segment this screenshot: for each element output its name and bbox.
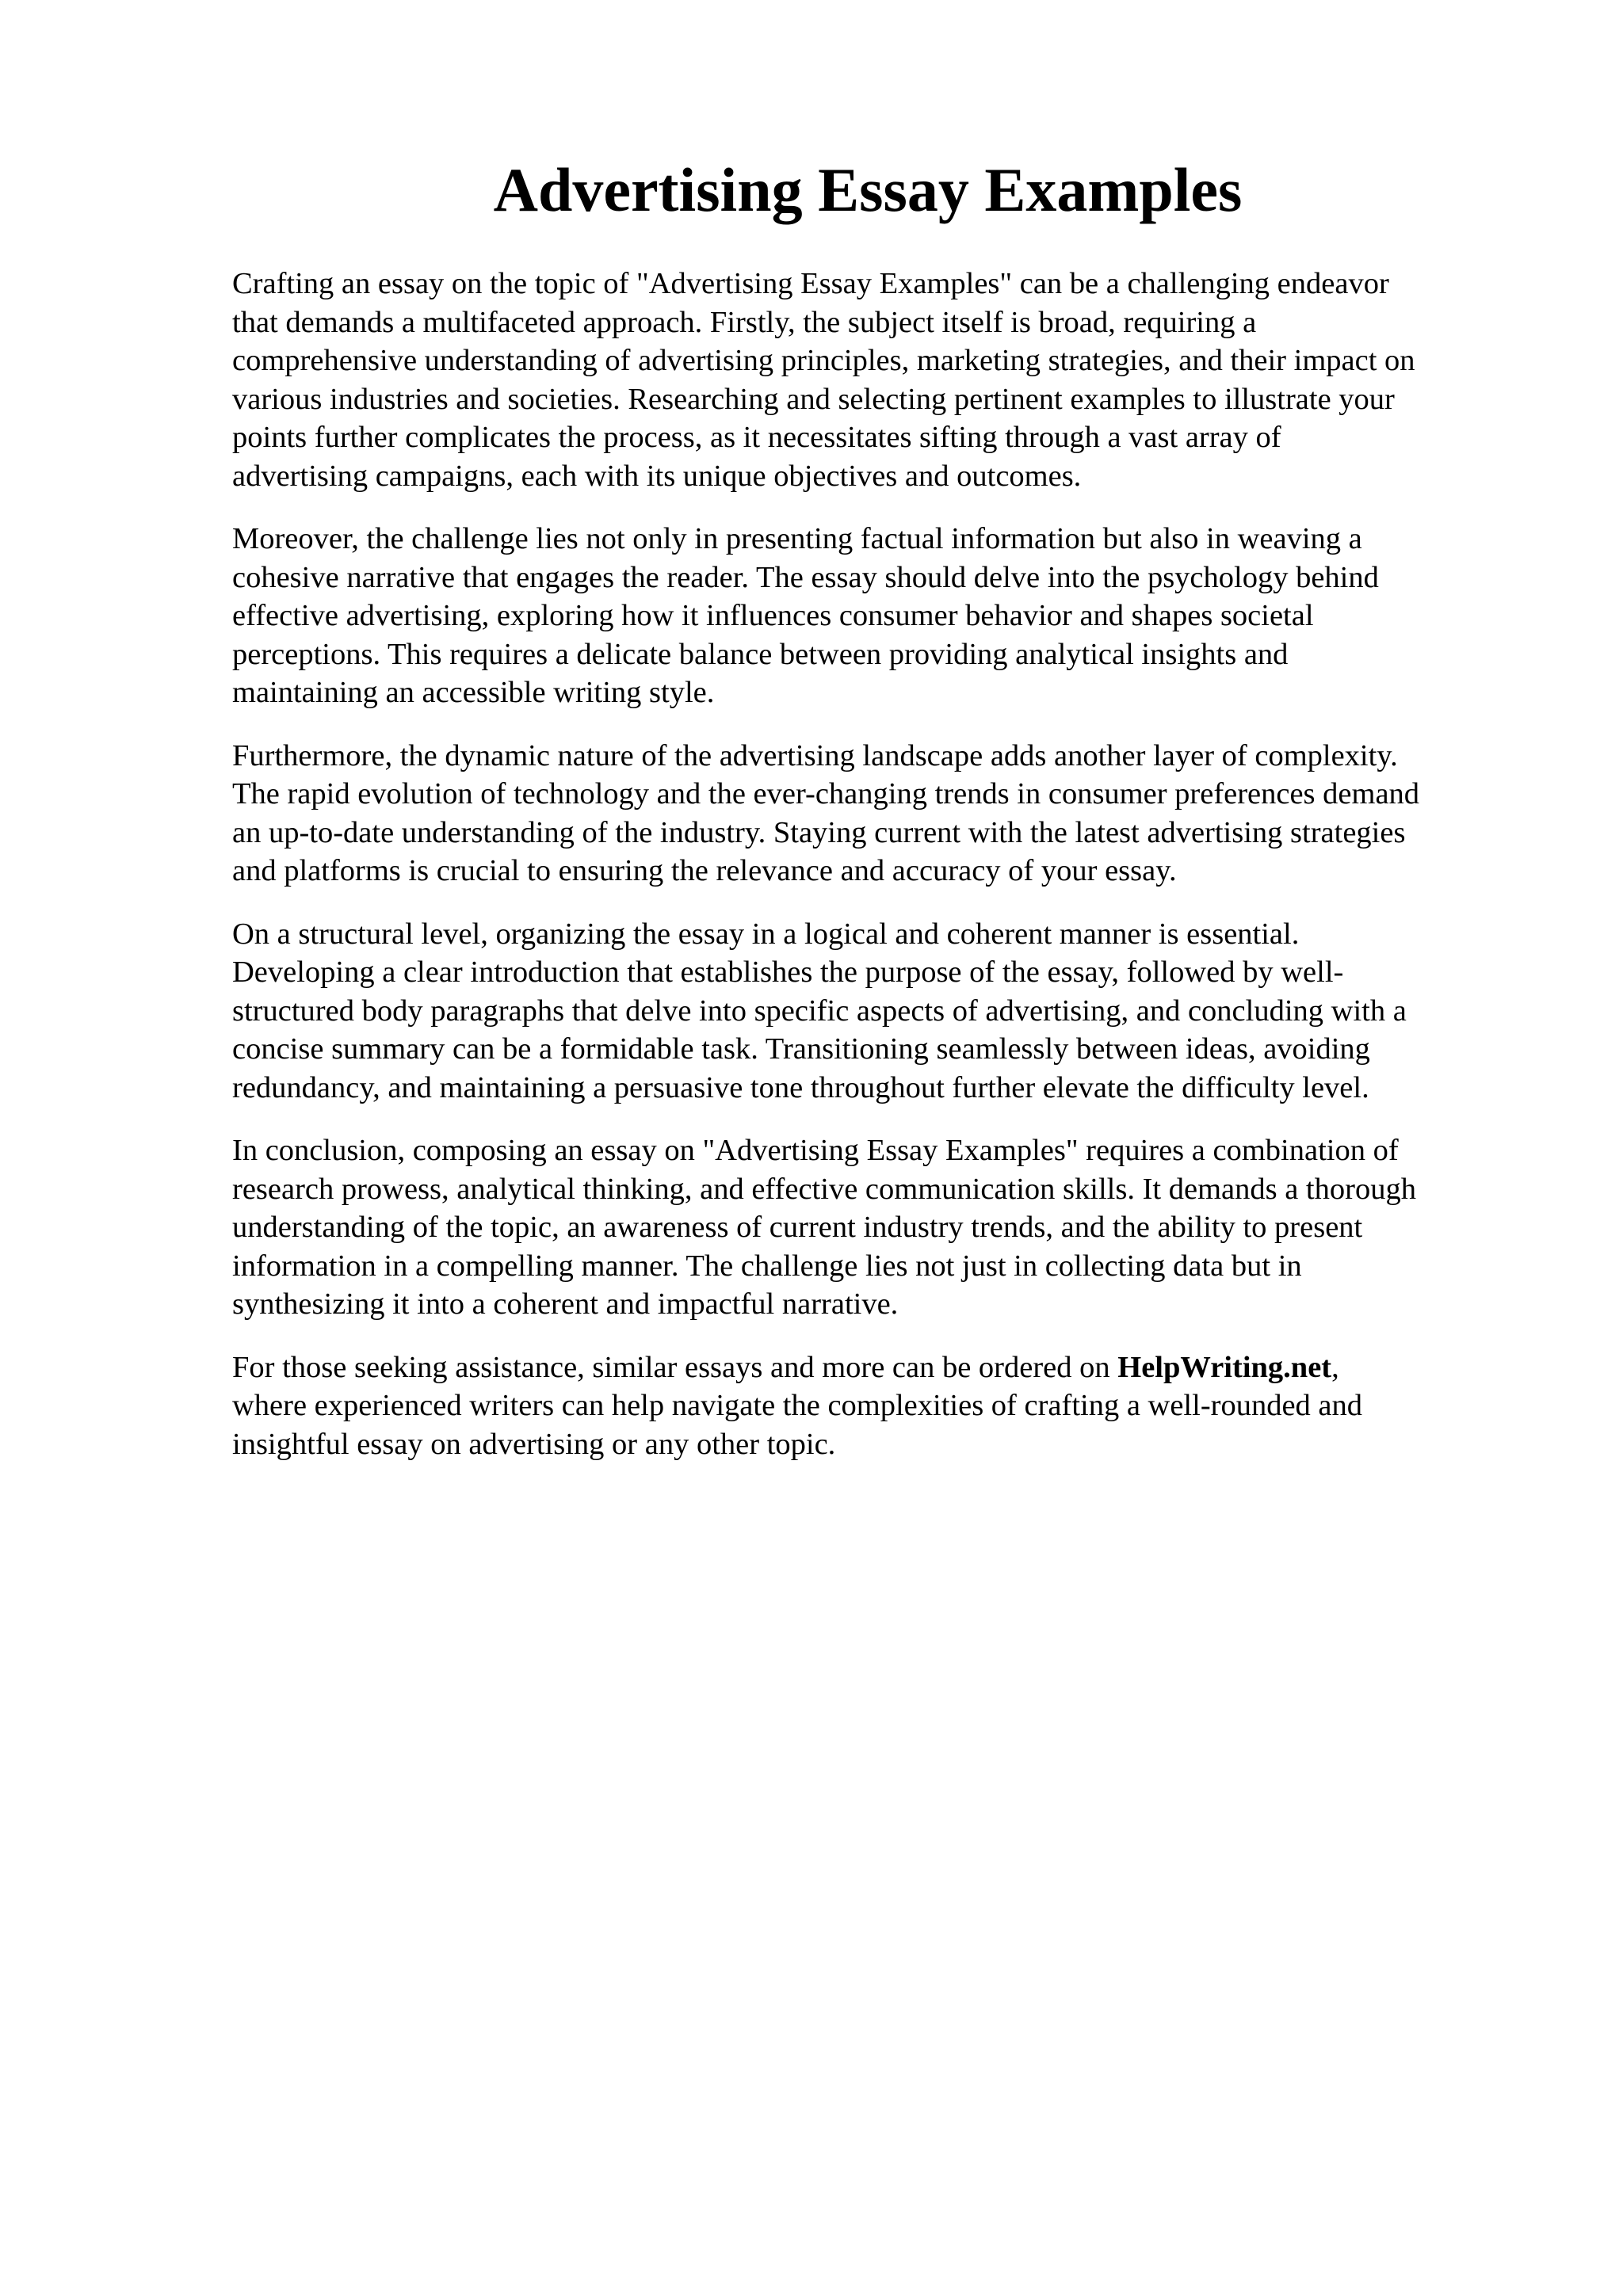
text-line: effective advertising, exploring how it influences consumer behavior and shapes societal [232, 599, 1314, 632]
paragraph-landscape [232, 737, 1524, 891]
text-line: concise summary can be a formidable task. Transitioning seamlessly between ideas, avoiding [232, 1032, 1370, 1066]
page-title: Advertising Essay Examples [493, 155, 1243, 224]
text-line: points further complicates the process, as it necessitates sifting through a vast array of [232, 421, 1281, 454]
text-line: an up-to-date understanding of the industry. Staying current with the latest advertising strategies [232, 815, 1406, 849]
paragraph-intro [232, 265, 1524, 495]
text-line: perceptions. This requires a delicate balance between providing analytical insights and [232, 637, 1289, 671]
text-line: research prowess, analytical thinking, and effective communication skills. It demands a thorough [232, 1172, 1416, 1206]
brand-name: HelpWriting.net [1117, 1350, 1332, 1384]
text-line: insightful essay on advertising or any other topic. [232, 1427, 836, 1461]
text-line: where experienced writers can help navigate the complexities of crafting a well-rounded and [232, 1389, 1363, 1422]
paragraph-narrative [232, 520, 1524, 712]
paragraph-structure [232, 915, 1524, 1108]
text-line: understanding of the topic, an awareness of current industry trends, and the ability to present [232, 1211, 1363, 1244]
closing-suffix: , [1331, 1350, 1339, 1384]
text-line: redundancy, and maintaining a persuasive tone throughout further elevate the difficulty level. [232, 1070, 1369, 1104]
text-line: various industries and societies. Researching and selecting pertinent examples to illustrate your [232, 382, 1395, 416]
text-line: advertising campaigns, each with its unique objectives and outcomes. [232, 459, 1082, 493]
text-line: Furthermore, the dynamic nature of the advertising landscape adds another layer of complexity. [232, 738, 1398, 772]
text-line: maintaining an accessible writing style. [232, 676, 715, 709]
text-line: The rapid evolution of technology and the ever-changing trends in consumer preferences demand [232, 777, 1420, 810]
text-line: that demands a multifaceted approach. Firstly, the subject itself is broad, requiring a [232, 305, 1257, 339]
text-line [232, 1348, 1524, 1387]
paragraph-closing [232, 1348, 1524, 1464]
text-line: In conclusion, composing an essay on "Advertising Essay Examples" requires a combination of [232, 1134, 1399, 1167]
text-line: cohesive narrative that engages the reader. The essay should delve into the psychology behind [232, 560, 1379, 594]
text-line: Developing a clear introduction that establishes the purpose of the essay, followed by well- [232, 955, 1344, 989]
text-line: comprehensive understanding of advertising principles, marketing strategies, and their impact on [232, 344, 1415, 377]
text-line: structured body paragraphs that delve into specific aspects of advertising, and concluding with a [232, 994, 1407, 1028]
paragraph-conclusion [232, 1131, 1524, 1324]
text-line: and platforms is crucial to ensuring the relevance and accuracy of your essay. [232, 854, 1177, 887]
essay-body [232, 265, 1524, 1488]
text-line: Crafting an essay on the topic of "Advertising Essay Examples" can be a challenging endeavor [232, 267, 1389, 300]
text-line: synthesizing it into a coherent and impactful narrative. [232, 1287, 899, 1321]
text-line: information in a compelling manner. The challenge lies not just in collecting data but in [232, 1249, 1302, 1283]
closing-prefix: For those seeking assistance, similar essays and more can be ordered on [232, 1350, 1118, 1384]
text-line: Moreover, the challenge lies not only in presenting factual information but also in weaving a [232, 522, 1362, 555]
text-line: On a structural level, organizing the essay in a logical and coherent manner is essential. [232, 917, 1300, 951]
